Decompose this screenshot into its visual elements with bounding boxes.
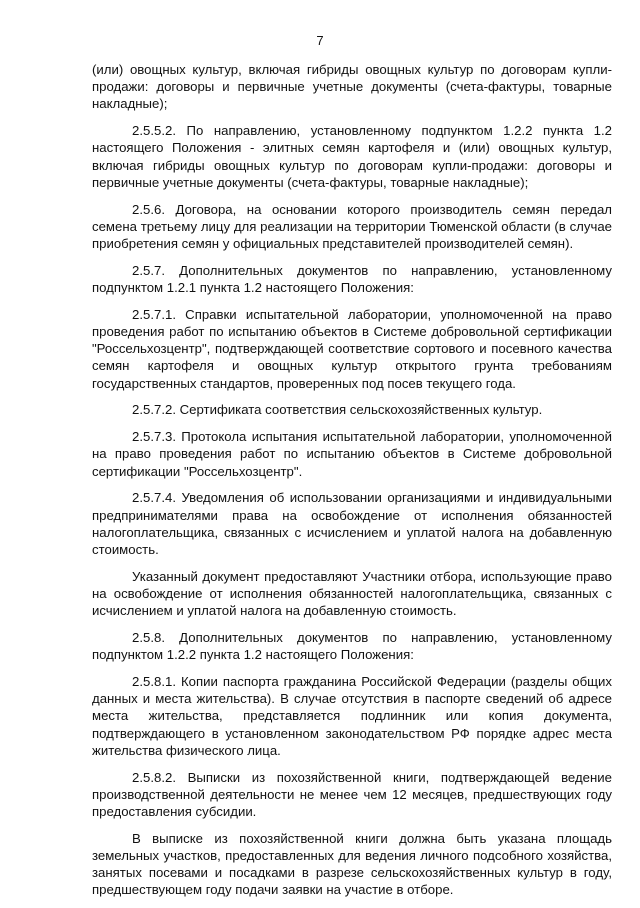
document-body <box>92 61 612 908</box>
paragraph-2-5-7-2: 2.5.7.2. Сертификата соответствия сельскохозяйственных культур. <box>132 402 543 418</box>
paragraph-2-5-7: 2.5.7. Дополнительных документов по направлению, установленному подпунктом 1.2.1 пункта 1.2 настоящего Положения: <box>92 262 612 296</box>
paragraph-2-5-8: 2.5.8. Дополнительных документов по направлению, установленному подпунктом 1.2.2 пункта 1.2 настоящего Положения: <box>92 630 612 663</box>
paragraph-note-vat: Указанный документ предоставляют Участники отбора, использующие право на освобождение от исполнения обязанностей налогоплательщика, связанных с исчислением и уплатой налога на добавленную стоимость. <box>92 568 612 619</box>
paragraph-continuation: (или) овощных культур, включая гибриды овощных культур по договорам купли-продажи: договоры и первичные учетные документы (счета-фактуры, товарные накладные); <box>92 62 612 112</box>
paragraph-2-5-5-2: 2.5.5.2. По направлению, установленному подпунктом 1.2.2 пункта 1.2 настоящего Положения - элитных семян картофеля и (или) овощных культур, включая гибриды овощных культур по договорам купли-продажи: договоры и первичные учетные документы (счета-фактуры, товарные накладные); <box>92 123 612 190</box>
paragraph-2-5-8-2: 2.5.8.2. Выписки из похозяйственной книги, подтверждающей ведение производственной деятельности не менее чем 12 месяцев, предшествующих году предоставления субсидии. <box>92 769 612 820</box>
paragraph-2-5-7-4: 2.5.7.4. Уведомления об использовании организациями и индивидуальными предпринимателями права на освобождение от исполнения обязанностей налогоплательщика, связанных с исчислением и уплатой налога на добавленную стоимость. <box>92 490 612 558</box>
paragraph-2-5-8-1: 2.5.8.1. Копии паспорта гражданина Российской Федерации (разделы общих данных и места жительства). В случае отсутствия в паспорте сведений об адресе места жительства, представляется подлинник или копия документа, подтверждающего в установленном законодательством РФ порядке адрес места жительства физического лица. <box>92 674 612 758</box>
paragraph-2-5-7-1: 2.5.7.1. Справки испытательной лаборатории, уполномоченной на право проведения работ по испытанию объектов в Системе добровольной сертификации "Россельхозцентр", подтверждающей соответствие сортового и посевного качества семян картофеля и овощных культур открытого грунта требованиям государственных стандартов, проверенных под посев текущего года. <box>92 306 612 391</box>
page-number: 7 <box>316 33 324 48</box>
paragraph-2-5-7-3: 2.5.7.3. Протокола испытания испытательной лаборатории, уполномоченной на право проведения работ по испытанию объектов в Системе добровольной сертификации "Россельхозцентр". <box>92 429 612 479</box>
paragraph-2-5-6: 2.5.6. Договора, на основании которого производитель семян передал семена третьему лицу для реализации на территории Тюменской области (в случае приобретения семян у официальных представителей производителей семян). <box>92 201 612 252</box>
paragraph-note-extract: В выписке из похозяйственной книги должна быть указана площадь земельных участков, предоставленных для ведения личного подсобного хозяйства, занятых посевами и посадками в разрезе сельскохозяйственных культур в году, предшествующем году подачи заявки на участие в отборе. <box>92 830 612 898</box>
